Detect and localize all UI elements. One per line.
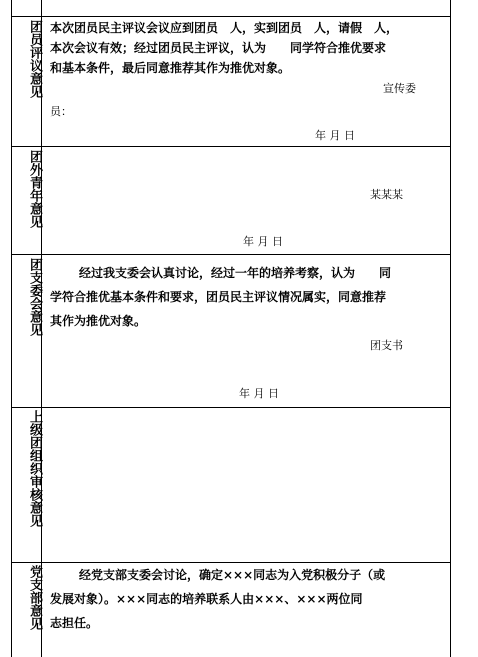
branch-opinion-line-2: 学符合推优基本条件和要求，团员民主评议情况属实，同意推荐 xyxy=(50,290,387,304)
branch-opinion-line-1: 经过我支委会认真讨论，经过一年的培养考察，认为 同 xyxy=(79,266,392,280)
party-branch-label-cell xyxy=(12,563,42,657)
league-review-signer-title-1: 宣传委 xyxy=(383,82,416,95)
league-review-label-cell xyxy=(12,17,42,146)
recommendation-form xyxy=(11,0,451,657)
branch-opinion-signer: 团支书 xyxy=(370,339,403,352)
superior-review-label-cell xyxy=(12,408,42,562)
non-league-signer: 某某某 xyxy=(370,188,403,201)
league-review-section xyxy=(12,17,450,147)
league-review-line-2: 本次会议有效；经过团员民主评议，认为 同学符合推优要求 xyxy=(50,41,387,55)
branch-opinion-line-3: 其作为推优对象。 xyxy=(50,314,147,328)
superior-review-label: 上级团组织审核意见 xyxy=(27,410,42,527)
league-review-line-1: 本次团员民主评议会议应到团员 人，实到团员 人，请假 人， xyxy=(50,21,399,35)
league-review-date: 年 月 日 xyxy=(315,129,355,142)
league-review-line-3: 和基本条件，最后同意推荐其作为推优对象。 xyxy=(50,61,291,75)
top-stub-label-cell xyxy=(12,0,42,16)
party-branch-content xyxy=(43,563,450,657)
superior-review-section xyxy=(12,408,450,563)
superior-review-content xyxy=(43,408,450,562)
non-league-label: 团外青年意见 xyxy=(27,150,42,228)
non-league-opinion-section xyxy=(12,147,450,255)
non-league-date: 年 月 日 xyxy=(243,235,283,248)
party-branch-line-1: 经党支部支委会讨论，确定×××同志为入党积极分子（或 xyxy=(79,568,386,582)
top-stub-row xyxy=(12,0,450,17)
branch-opinion-label-cell xyxy=(12,255,42,407)
party-branch-opinion-section xyxy=(12,563,450,657)
branch-opinion-content xyxy=(43,255,450,407)
branch-opinion-date: 年 月 日 xyxy=(239,387,279,400)
party-branch-line-2: 发展对象）。×××同志的培养联系人由×××、×××两位同 xyxy=(50,592,363,606)
league-review-label: 团员评议意见 xyxy=(27,20,42,98)
party-branch-label: 党支部意见 xyxy=(27,565,42,630)
non-league-content xyxy=(43,147,450,254)
non-league-label-cell xyxy=(12,147,42,254)
league-review-signer-title-2: 员： xyxy=(50,105,72,118)
branch-opinion-section xyxy=(12,255,450,408)
party-branch-line-3: 志担任。 xyxy=(50,616,99,630)
league-review-content xyxy=(43,17,450,146)
branch-opinion-label: 团支委会意见 xyxy=(27,258,42,336)
